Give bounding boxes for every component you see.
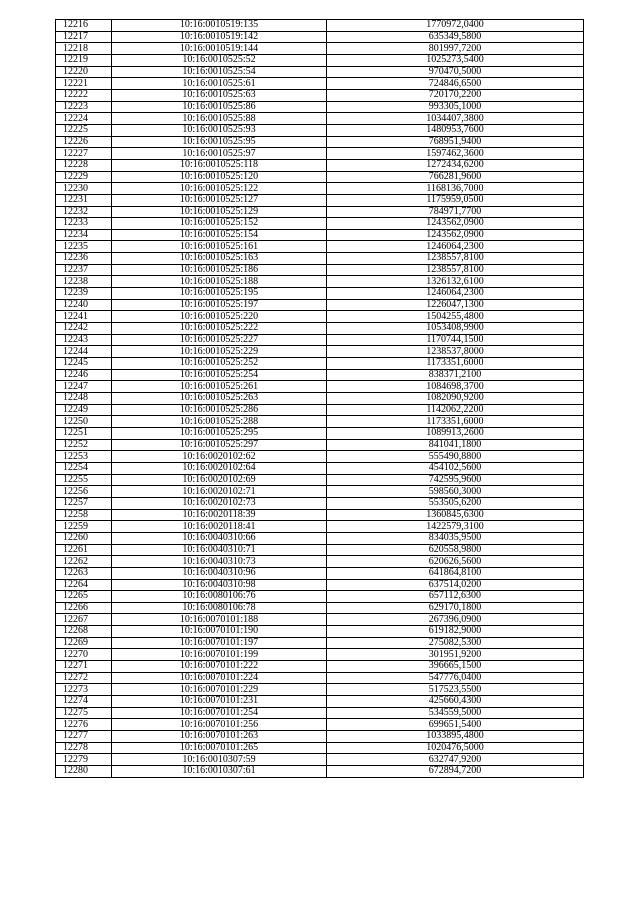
- cadastral-number-cell: 10:16:0010525:129: [112, 206, 327, 218]
- value-cell: 672894,7200: [327, 766, 584, 778]
- table-row: [56, 474, 584, 486]
- row-number-cell: 12263: [56, 567, 112, 579]
- table-row: [56, 532, 584, 544]
- cadastral-number-cell: 10:16:0010525:118: [112, 159, 327, 171]
- row-number-cell: 12249: [56, 404, 112, 416]
- value-cell: 275082,5300: [327, 637, 584, 649]
- value-cell: 1422579,3100: [327, 521, 584, 533]
- row-number-cell: 12275: [56, 707, 112, 719]
- cadastral-number-cell: 10:16:0010525:222: [112, 323, 327, 335]
- table-row: [56, 194, 584, 206]
- value-cell: 1480953,7600: [327, 124, 584, 136]
- row-number-cell: 12267: [56, 614, 112, 626]
- cadastral-number-cell: 10:16:0020118:39: [112, 509, 327, 521]
- row-number-cell: 12239: [56, 288, 112, 300]
- table-row: [56, 369, 584, 381]
- row-number-cell: 12231: [56, 194, 112, 206]
- row-number-cell: 12236: [56, 253, 112, 265]
- table-row: [56, 602, 584, 614]
- value-cell: 724846,6500: [327, 78, 584, 90]
- table-row: [56, 766, 584, 778]
- value-cell: 637514,0200: [327, 579, 584, 591]
- cadastral-number-cell: 10:16:0070101:254: [112, 707, 327, 719]
- table-row: [56, 556, 584, 568]
- value-cell: 301951,9200: [327, 649, 584, 661]
- value-cell: 641864,8100: [327, 567, 584, 579]
- value-cell: 1246064,2300: [327, 241, 584, 253]
- value-cell: 784971,7700: [327, 206, 584, 218]
- row-number-cell: 12261: [56, 544, 112, 556]
- value-cell: 801997,7200: [327, 43, 584, 55]
- row-number-cell: 12242: [56, 323, 112, 335]
- table-row: [56, 614, 584, 626]
- row-number-cell: 12224: [56, 113, 112, 125]
- cadastral-number-cell: 10:16:0020118:41: [112, 521, 327, 533]
- value-cell: 1025273,5400: [327, 54, 584, 66]
- cadastral-number-cell: 10:16:0070101:224: [112, 672, 327, 684]
- value-cell: 1175959,0500: [327, 194, 584, 206]
- value-cell: 1033895,4800: [327, 731, 584, 743]
- table-row: [56, 707, 584, 719]
- table-row: [56, 404, 584, 416]
- table-row: [56, 684, 584, 696]
- value-cell: 699651,5400: [327, 719, 584, 731]
- cadastral-number-cell: 10:16:0040310:96: [112, 567, 327, 579]
- table-row: [56, 253, 584, 265]
- row-number-cell: 12262: [56, 556, 112, 568]
- row-number-cell: 12277: [56, 731, 112, 743]
- row-number-cell: 12255: [56, 474, 112, 486]
- value-cell: 1272434,6200: [327, 159, 584, 171]
- value-cell: 1168136,7000: [327, 183, 584, 195]
- cadastral-number-cell: 10:16:0010525:297: [112, 439, 327, 451]
- cadastral-number-cell: 10:16:0070101:190: [112, 626, 327, 638]
- cadastral-number-cell: 10:16:0010307:59: [112, 754, 327, 766]
- row-number-cell: 12258: [56, 509, 112, 521]
- value-cell: 1034407,3800: [327, 113, 584, 125]
- cadastral-number-cell: 10:16:0010525:63: [112, 89, 327, 101]
- row-number-cell: 12216: [56, 20, 112, 32]
- cadastral-number-cell: 10:16:0010525:154: [112, 229, 327, 241]
- row-number-cell: 12219: [56, 54, 112, 66]
- cadastral-number-cell: 10:16:0010525:122: [112, 183, 327, 195]
- cadastral-number-cell: 10:16:0070101:263: [112, 731, 327, 743]
- table-row: [56, 672, 584, 684]
- row-number-cell: 12250: [56, 416, 112, 428]
- value-cell: 620558,9800: [327, 544, 584, 556]
- cadastral-number-cell: 10:16:0010525:197: [112, 299, 327, 311]
- value-cell: 766281,9600: [327, 171, 584, 183]
- table-row: [56, 416, 584, 428]
- row-number-cell: 12243: [56, 334, 112, 346]
- row-number-cell: 12241: [56, 311, 112, 323]
- row-number-cell: 12238: [56, 276, 112, 288]
- table-row: [56, 136, 584, 148]
- table-row: [56, 334, 584, 346]
- value-cell: 657112,6300: [327, 591, 584, 603]
- table-row: [56, 719, 584, 731]
- value-cell: 534559,5000: [327, 707, 584, 719]
- row-number-cell: 12257: [56, 497, 112, 509]
- table-row: [56, 113, 584, 125]
- value-cell: 1238557,8100: [327, 253, 584, 265]
- value-cell: 1238557,8100: [327, 264, 584, 276]
- cadastral-number-cell: 10:16:0010519:142: [112, 31, 327, 43]
- value-cell: 1597462,3600: [327, 148, 584, 160]
- value-cell: 1243562,0900: [327, 229, 584, 241]
- cadastral-number-cell: 10:16:0070101:222: [112, 661, 327, 673]
- row-number-cell: 12251: [56, 427, 112, 439]
- table-row: [56, 358, 584, 370]
- row-number-cell: 12252: [56, 439, 112, 451]
- table-row: [56, 486, 584, 498]
- table-row: [56, 299, 584, 311]
- value-cell: 620626,5600: [327, 556, 584, 568]
- cadastral-number-cell: 10:16:0010519:144: [112, 43, 327, 55]
- table-row: [56, 427, 584, 439]
- cadastral-number-cell: 10:16:0010525:120: [112, 171, 327, 183]
- table-body: [56, 20, 584, 778]
- row-number-cell: 12245: [56, 358, 112, 370]
- table-row: [56, 89, 584, 101]
- value-cell: 396665,1500: [327, 661, 584, 673]
- cadastral-number-cell: 10:16:0040310:66: [112, 532, 327, 544]
- cadastral-number-cell: 10:16:0010525:227: [112, 334, 327, 346]
- table-row: [56, 31, 584, 43]
- row-number-cell: 12276: [56, 719, 112, 731]
- cadastral-number-cell: 10:16:0070101:265: [112, 742, 327, 754]
- value-cell: 1020476,5000: [327, 742, 584, 754]
- table-row: [56, 54, 584, 66]
- table-row: [56, 206, 584, 218]
- value-cell: 742595,9600: [327, 474, 584, 486]
- cadastral-number-cell: 10:16:0070101:256: [112, 719, 327, 731]
- table-row: [56, 66, 584, 78]
- table-row: [56, 731, 584, 743]
- row-number-cell: 12223: [56, 101, 112, 113]
- row-number-cell: 12273: [56, 684, 112, 696]
- cadastral-number-cell: 10:16:0010525:88: [112, 113, 327, 125]
- table-row: [56, 626, 584, 638]
- row-number-cell: 12234: [56, 229, 112, 241]
- table-row: [56, 521, 584, 533]
- cadastral-number-cell: 10:16:0020102:73: [112, 497, 327, 509]
- row-number-cell: 12268: [56, 626, 112, 638]
- table-row: [56, 288, 584, 300]
- value-cell: 425660,4300: [327, 696, 584, 708]
- value-cell: 547776,0400: [327, 672, 584, 684]
- row-number-cell: 12247: [56, 381, 112, 393]
- value-cell: 970470,5000: [327, 66, 584, 78]
- table-row: [56, 637, 584, 649]
- value-cell: 632747,9200: [327, 754, 584, 766]
- row-number-cell: 12237: [56, 264, 112, 276]
- table-row: [56, 218, 584, 230]
- row-number-cell: 12260: [56, 532, 112, 544]
- value-cell: 1770972,0400: [327, 20, 584, 32]
- row-number-cell: 12228: [56, 159, 112, 171]
- cadastral-number-cell: 10:16:0010525:229: [112, 346, 327, 358]
- value-cell: 841041,1800: [327, 439, 584, 451]
- row-number-cell: 12274: [56, 696, 112, 708]
- table-row: [56, 393, 584, 405]
- cadastral-number-cell: 10:16:0080106:78: [112, 602, 327, 614]
- table-row: [56, 43, 584, 55]
- row-number-cell: 12280: [56, 766, 112, 778]
- cadastral-number-cell: 10:16:0070101:231: [112, 696, 327, 708]
- cadastral-number-cell: 10:16:0010525:152: [112, 218, 327, 230]
- cadastral-number-cell: 10:16:0020102:71: [112, 486, 327, 498]
- row-number-cell: 12270: [56, 649, 112, 661]
- cadastral-number-cell: 10:16:0070101:188: [112, 614, 327, 626]
- table-row: [56, 381, 584, 393]
- cadastral-number-cell: 10:16:0070101:197: [112, 637, 327, 649]
- cadastral-number-cell: 10:16:0020102:62: [112, 451, 327, 463]
- value-cell: 1243562,0900: [327, 218, 584, 230]
- cadastral-number-cell: 10:16:0010525:254: [112, 369, 327, 381]
- table-row: [56, 439, 584, 451]
- row-number-cell: 12217: [56, 31, 112, 43]
- cadastral-number-cell: 10:16:0010525:263: [112, 393, 327, 405]
- row-number-cell: 12222: [56, 89, 112, 101]
- table-row: [56, 241, 584, 253]
- value-cell: 720170,2200: [327, 89, 584, 101]
- cadastral-number-cell: 10:16:0010525:97: [112, 148, 327, 160]
- table-row: [56, 497, 584, 509]
- table-row: [56, 20, 584, 32]
- value-cell: 553505,6200: [327, 497, 584, 509]
- value-cell: 1326132,6100: [327, 276, 584, 288]
- row-number-cell: 12220: [56, 66, 112, 78]
- row-number-cell: 12246: [56, 369, 112, 381]
- cadastral-number-cell: 10:16:0010525:252: [112, 358, 327, 370]
- cadastral-number-cell: 10:16:0040310:71: [112, 544, 327, 556]
- row-number-cell: 12271: [56, 661, 112, 673]
- row-number-cell: 12226: [56, 136, 112, 148]
- table-row: [56, 567, 584, 579]
- row-number-cell: 12218: [56, 43, 112, 55]
- cadastral-number-cell: 10:16:0020102:64: [112, 462, 327, 474]
- cadastral-number-cell: 10:16:0010525:52: [112, 54, 327, 66]
- value-cell: 838371,2100: [327, 369, 584, 381]
- cadastral-number-cell: 10:16:0010525:295: [112, 427, 327, 439]
- cadastral-number-cell: 10:16:0080106:76: [112, 591, 327, 603]
- value-cell: 1053408,9900: [327, 323, 584, 335]
- row-number-cell: 12269: [56, 637, 112, 649]
- row-number-cell: 12253: [56, 451, 112, 463]
- table-row: [56, 346, 584, 358]
- row-number-cell: 12227: [56, 148, 112, 160]
- cadastral-number-cell: 10:16:0040310:98: [112, 579, 327, 591]
- cadastral-number-cell: 10:16:0010525:220: [112, 311, 327, 323]
- cadastral-number-cell: 10:16:0010525:163: [112, 253, 327, 265]
- cadastral-number-cell: 10:16:0010525:188: [112, 276, 327, 288]
- row-number-cell: 12240: [56, 299, 112, 311]
- table-row: [56, 78, 584, 90]
- value-cell: 629170,1800: [327, 602, 584, 614]
- row-number-cell: 12259: [56, 521, 112, 533]
- cadastral-number-cell: 10:16:0010525:61: [112, 78, 327, 90]
- value-cell: 1246064,2300: [327, 288, 584, 300]
- cadastral-number-cell: 10:16:0010525:286: [112, 404, 327, 416]
- row-number-cell: 12244: [56, 346, 112, 358]
- value-cell: 1238537,8000: [327, 346, 584, 358]
- table-row: [56, 323, 584, 335]
- row-number-cell: 12225: [56, 124, 112, 136]
- cadastral-number-cell: 10:16:0010525:161: [112, 241, 327, 253]
- table-row: [56, 264, 584, 276]
- cadastral-number-cell: 10:16:0010525:261: [112, 381, 327, 393]
- table-row: [56, 311, 584, 323]
- row-number-cell: 12230: [56, 183, 112, 195]
- table-row: [56, 544, 584, 556]
- row-number-cell: 12254: [56, 462, 112, 474]
- table-row: [56, 451, 584, 463]
- table-row: [56, 159, 584, 171]
- cadastral-number-cell: 10:16:0010525:195: [112, 288, 327, 300]
- table-row: [56, 171, 584, 183]
- value-cell: 768951,9400: [327, 136, 584, 148]
- value-cell: 1360845,6300: [327, 509, 584, 521]
- value-cell: 635349,5800: [327, 31, 584, 43]
- value-cell: 1226047,1300: [327, 299, 584, 311]
- value-cell: 1170744,1500: [327, 334, 584, 346]
- cadastral-number-cell: 10:16:0010519:135: [112, 20, 327, 32]
- value-cell: 1084698,3700: [327, 381, 584, 393]
- value-cell: 555490,8800: [327, 451, 584, 463]
- cadastral-number-cell: 10:16:0010525:288: [112, 416, 327, 428]
- table-row: [56, 101, 584, 113]
- table-row: [56, 276, 584, 288]
- table-row: [56, 742, 584, 754]
- row-number-cell: 12265: [56, 591, 112, 603]
- table-row: [56, 696, 584, 708]
- cadastral-number-cell: 10:16:0020102:69: [112, 474, 327, 486]
- value-cell: 267396,0900: [327, 614, 584, 626]
- value-cell: 1173351,6000: [327, 358, 584, 370]
- row-number-cell: 12248: [56, 393, 112, 405]
- value-cell: 454102,5600: [327, 462, 584, 474]
- row-number-cell: 12278: [56, 742, 112, 754]
- value-cell: 1089913,2600: [327, 427, 584, 439]
- row-number-cell: 12235: [56, 241, 112, 253]
- table-row: [56, 229, 584, 241]
- row-number-cell: 12229: [56, 171, 112, 183]
- cadastral-value-table: [55, 19, 584, 778]
- cadastral-number-cell: 10:16:0010525:54: [112, 66, 327, 78]
- table-row: [56, 124, 584, 136]
- cadastral-number-cell: 10:16:0010307:61: [112, 766, 327, 778]
- value-cell: 993305,1000: [327, 101, 584, 113]
- row-number-cell: 12256: [56, 486, 112, 498]
- row-number-cell: 12264: [56, 579, 112, 591]
- value-cell: 1082090,9200: [327, 393, 584, 405]
- table-row: [56, 579, 584, 591]
- row-number-cell: 12221: [56, 78, 112, 90]
- row-number-cell: 12233: [56, 218, 112, 230]
- value-cell: 834035,9500: [327, 532, 584, 544]
- table-row: [56, 754, 584, 766]
- value-cell: 1504255,4800: [327, 311, 584, 323]
- table-row: [56, 591, 584, 603]
- cadastral-number-cell: 10:16:0070101:229: [112, 684, 327, 696]
- row-number-cell: 12266: [56, 602, 112, 614]
- table-row: [56, 462, 584, 474]
- value-cell: 517523,5500: [327, 684, 584, 696]
- cadastral-number-cell: 10:16:0010525:95: [112, 136, 327, 148]
- cadastral-number-cell: 10:16:0010525:127: [112, 194, 327, 206]
- cadastral-number-cell: 10:16:0070101:199: [112, 649, 327, 661]
- cadastral-number-cell: 10:16:0010525:186: [112, 264, 327, 276]
- row-number-cell: 12279: [56, 754, 112, 766]
- table-row: [56, 649, 584, 661]
- table-row: [56, 509, 584, 521]
- value-cell: 598560,3000: [327, 486, 584, 498]
- value-cell: 1142062,2200: [327, 404, 584, 416]
- value-cell: 619182,9000: [327, 626, 584, 638]
- table-row: [56, 183, 584, 195]
- cadastral-number-cell: 10:16:0040310:73: [112, 556, 327, 568]
- row-number-cell: 12232: [56, 206, 112, 218]
- cadastral-number-cell: 10:16:0010525:93: [112, 124, 327, 136]
- table-row: [56, 148, 584, 160]
- value-cell: 1173351,6000: [327, 416, 584, 428]
- cadastral-number-cell: 10:16:0010525:86: [112, 101, 327, 113]
- table-row: [56, 661, 584, 673]
- row-number-cell: 12272: [56, 672, 112, 684]
